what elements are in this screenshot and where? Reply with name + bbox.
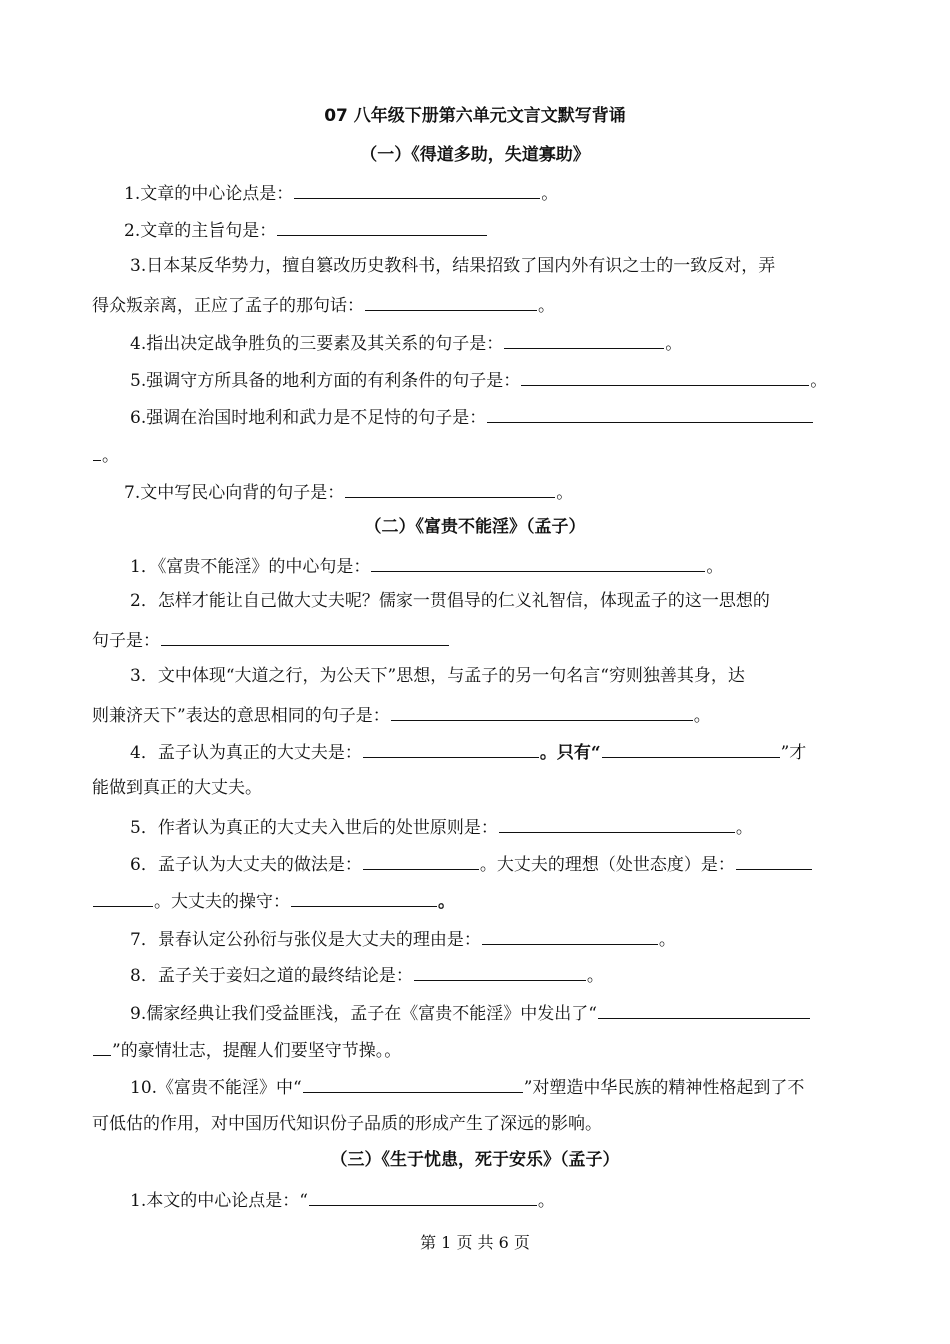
page-footer: 第 1 页 共 6 页 (420, 1233, 530, 1252)
question-2-4: 4．孟子认为真正的大丈夫是： 。只有“ ”才 (130, 739, 806, 765)
answer-blank[interactable] (363, 739, 539, 758)
answer-blank[interactable] (345, 479, 555, 498)
question-2-7: 7．景春认定公孙衍与张仪是大丈夫的理由是： 。 (130, 926, 676, 952)
answer-blank[interactable] (93, 442, 101, 461)
question-2-4-cont: 能做到真正的大丈夫。 (92, 778, 262, 798)
answer-blank[interactable] (309, 1187, 537, 1206)
answer-blank[interactable] (482, 926, 658, 945)
question-1-4: 4.指出决定战争胜负的三要素及其关系的句子是： 。 (130, 330, 682, 356)
question-2-9: 9.儒家经典让我们受益匪浅，孟子在《富贵不能淫》中发出了“ (130, 1000, 811, 1026)
answer-blank[interactable] (521, 367, 809, 386)
answer-blank[interactable] (504, 330, 664, 349)
question-2-3: 3．文中体现“大道之行，为公天下”思想，与孟子的另一句名言“穷则独善其身，达 (130, 666, 745, 686)
answer-blank[interactable] (363, 851, 479, 870)
question-1-2: 2.文章的主旨句是： (124, 217, 488, 243)
section-heading-3: （三）《生于忧患，死于安乐》（孟子） (330, 1150, 620, 1170)
question-1-6: 6.强调在治国时地利和武力是不足恃的句子是： (130, 404, 814, 430)
answer-blank[interactable] (391, 702, 693, 721)
answer-blank[interactable] (161, 627, 449, 646)
question-2-2-cont: 句子是： (92, 627, 450, 653)
question-3-1: 1.本文的中心论点是：“ 。 (130, 1187, 555, 1213)
answer-blank[interactable] (303, 1074, 523, 1093)
question-1-3: 3.日本某反华势力，擅自篡改历史教科书，结果招致了国内外有识之士的一致反对，弄 (130, 256, 776, 276)
question-2-2: 2．怎样才能让自己做大丈夫呢？儒家一贯倡导的仁义礼智信，体现孟子的这一思想的 (130, 591, 770, 611)
question-1-3-cont: 得众叛亲离，正应了孟子的那句话： 。 (92, 292, 555, 318)
answer-blank[interactable] (294, 180, 540, 199)
question-2-9-cont: ”的豪情壮志，提醒人们要坚守节操。。 (92, 1037, 401, 1063)
question-1-1: 1.文章的中心论点是： 。 (124, 180, 558, 206)
answer-blank[interactable] (487, 404, 813, 423)
answer-blank[interactable] (371, 553, 705, 572)
question-2-1: 1．《富贵不能淫》的中心句是： 。 (130, 553, 723, 579)
answer-blank[interactable] (93, 888, 153, 907)
question-1-7: 7.文中写民心向背的句子是： 。 (124, 479, 573, 505)
answer-blank[interactable] (93, 1037, 111, 1056)
answer-blank[interactable] (598, 1000, 810, 1019)
question-2-6-cont: 。大丈夫的操守： 。 (92, 888, 455, 914)
answer-blank[interactable] (414, 962, 586, 981)
section-heading-1: （一）《得道多助，失道寡助》 (360, 145, 590, 165)
question-2-3-cont: 则兼济天下”表达的意思相同的句子是： 。 (92, 702, 711, 728)
page-title: 07 八年级下册第六单元文言文默写背诵 (324, 106, 626, 126)
question-1-6-cont: 。 (92, 442, 119, 468)
question-2-8: 8．孟子关于妾妇之道的最终结论是： 。 (130, 962, 604, 988)
answer-blank[interactable] (365, 292, 537, 311)
section-heading-2: （二）《富贵不能淫》（孟子） (364, 517, 586, 537)
answer-blank[interactable] (291, 888, 437, 907)
question-2-6: 6．孟子认为大丈夫的做法是： 。大丈夫的理想（处世态度）是： (130, 851, 813, 877)
question-1-5: 5.强调守方所具备的地利方面的有利条件的句子是： 。 (130, 367, 827, 393)
answer-blank[interactable] (499, 814, 735, 833)
answer-blank[interactable] (736, 851, 812, 870)
question-2-10: 10.《富贵不能淫》中“ ”对塑造中华民族的精神性格起到了不 (130, 1074, 804, 1100)
question-2-10-cont: 可低估的作用，对中国历代知识份子品质的形成产生了深远的影响。 (92, 1114, 602, 1134)
answer-blank[interactable] (277, 217, 487, 236)
answer-blank[interactable] (602, 739, 780, 758)
question-2-5: 5．作者认为真正的大丈夫入世后的处世原则是： 。 (130, 814, 753, 840)
